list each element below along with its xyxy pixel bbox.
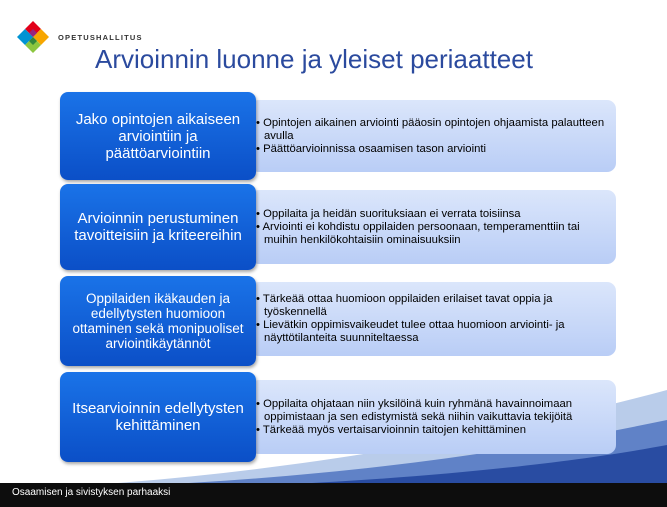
bullet-item: • Lievätkin oppimisvaikeudet tulee ottaa huomioon arviointi- ja näyttötilanteita suunniteltaessa <box>256 319 606 345</box>
principle-label: Arvioinnin perustuminen tavoitteisiin ja kriteereihin <box>60 184 256 270</box>
principle-label: Jako opintojen aikaiseen arviointiin ja päättöarviointiin <box>60 92 256 180</box>
bullet-item: • Oppilaita ohjataan niin yksilöinä kuin ryhmänä havainnoimaan oppimistaan ja sen edistymistä sekä niihin vaikuttavia tekijöitä <box>256 398 606 424</box>
principle-row <box>60 92 616 180</box>
principle-label: Oppilaiden ikäkauden ja edellytysten huomioon ottaminen sekä monipuoliset arviointikäytännöt <box>60 276 256 366</box>
principle-row <box>60 276 616 366</box>
principle-details <box>250 190 616 264</box>
footer-bar <box>0 483 667 507</box>
bullet-item: • Tärkeää myös vertaisarvioinnin taitojen kehittäminen <box>256 424 606 437</box>
footer-text: Osaamisen ja sivistyksen parhaaksi <box>12 487 171 498</box>
principle-row <box>60 372 616 462</box>
principle-details <box>250 380 616 454</box>
principle-details <box>250 282 616 356</box>
opetushallitus-logo-icon <box>16 20 50 54</box>
bullet-item: • Päättöarvioinnissa osaamisen tason arviointi <box>256 143 606 156</box>
principle-label: Itsearvioinnin edellytysten kehittäminen <box>60 372 256 462</box>
principle-details <box>250 100 616 172</box>
bullet-item: • Oppilaita ja heidän suorituksiaan ei verrata toisiinsa <box>256 208 606 221</box>
bullet-item: • Arviointi ei kohdistu oppilaiden persoonaan, temperamenttiin tai muihin henkilökohtaisiin ominaisuuksiin <box>256 221 606 247</box>
principle-row <box>60 184 616 272</box>
logo-text: OPETUSHALLITUS <box>58 33 143 42</box>
bullet-item: • Tärkeää ottaa huomioon oppilaiden erilaiset tavat oppia ja työskennellä <box>256 293 606 319</box>
bullet-item: • Opintojen aikainen arviointi pääosin opintojen ohjaamista palautteen avulla <box>256 117 606 143</box>
page-title: Arvioinnin luonne ja yleiset periaatteet <box>95 44 533 74</box>
